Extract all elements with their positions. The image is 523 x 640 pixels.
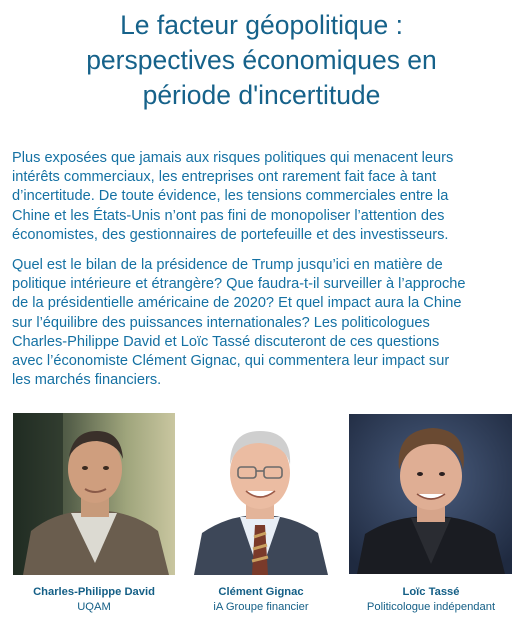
speaker-affiliation: UQAM	[77, 601, 111, 613]
speaker-name: Clément Gignac	[218, 586, 304, 598]
text-line: politique intérieure et étrangère? Que faudra-t-il surveiller à l’approche	[12, 276, 466, 293]
text-line: économistes, des gestionnaires de portefeuille et des investisseurs.	[12, 226, 449, 243]
text-line: les marchés financiers.	[12, 372, 162, 389]
text-line: intérêts commerciaux, les entreprises ont rarement fait face à tant	[12, 169, 437, 186]
portrait-image	[13, 413, 175, 575]
speaker-name: Charles-Philippe David	[33, 586, 155, 598]
text-line: d’incertitude. De toute évidence, les tensions commerciales entre la	[12, 188, 449, 205]
text-line: Plus exposées que jamais aux risques politiques qui menacent leurs	[12, 150, 454, 166]
speaker-photo-loic-tasse	[349, 414, 512, 574]
title-line: perspectives économiques en	[86, 45, 437, 75]
speaker-photo-clement-gignac	[180, 413, 342, 575]
text-line: de la présidentielle américaine de 2020? Et quel impact aura la Chine	[12, 295, 462, 312]
speaker-photo-charles-philippe-david	[13, 413, 175, 575]
speaker-caption	[9, 585, 179, 615]
portrait-image	[349, 414, 512, 574]
title-line: période d'incertitude	[142, 80, 381, 110]
text-line: Chine et les États-Unis n’ont pas fini de monopoliser l’attention des	[12, 207, 445, 224]
title-line: Le facteur géopolitique :	[120, 10, 403, 40]
speaker-name: Loïc Tassé	[402, 586, 460, 598]
speaker-caption	[346, 585, 516, 615]
portrait-image	[180, 413, 342, 575]
text-line: Charles-Philippe David et Loïc Tassé discuteront de ces questions	[12, 333, 440, 350]
intro-paragraph	[12, 149, 515, 245]
text-line: Quel est le bilan de la présidence de Trump jusqu’ici en matière de	[12, 257, 443, 273]
speaker-affiliation: iA Groupe financier	[213, 601, 309, 613]
details-paragraph	[12, 256, 515, 390]
speaker-affiliation: Politicologue indépendant	[366, 601, 496, 613]
text-line: avec l’économiste Clément Gignac, qui commentera leur impact sur	[12, 353, 450, 370]
page-title	[12, 8, 511, 113]
speaker-caption	[176, 585, 346, 615]
text-line: sur l’équilibre des puissances internationales? Les politicologues	[12, 314, 430, 331]
